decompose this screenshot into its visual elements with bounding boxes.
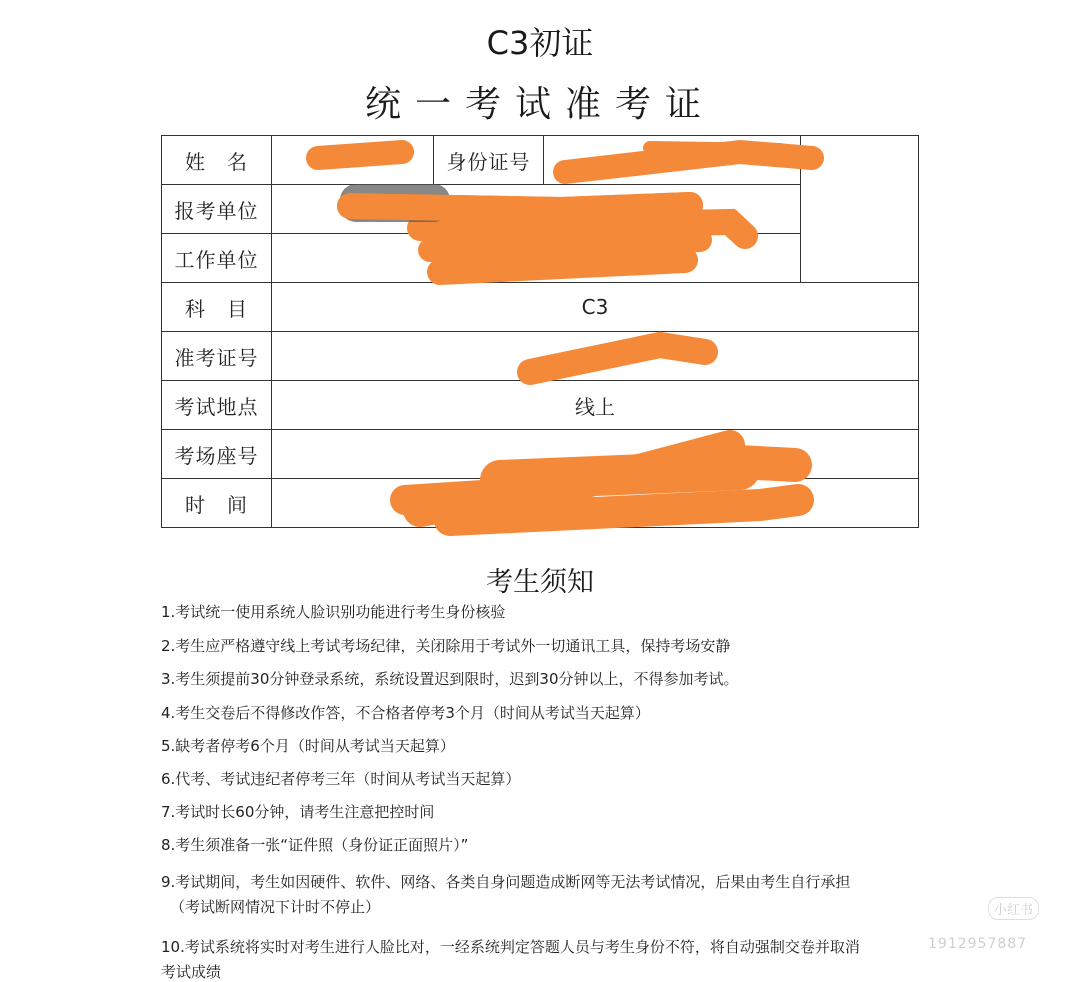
work-unit-label: 工作单位 — [162, 234, 272, 283]
watermark-logo: 小红书 — [988, 897, 1039, 920]
notice-rule: 7.考试时长60分钟，请考生注意把控时间 — [161, 803, 435, 821]
table-row — [162, 283, 919, 332]
notice-rule: 6.代考、考试违纪者停考三年（时间从考试当天起算） — [161, 770, 521, 788]
table-row — [162, 381, 919, 430]
ticket-number-label: 准考证号 — [162, 332, 272, 381]
admission-info-table — [161, 135, 919, 528]
ticket-number-value — [272, 332, 919, 381]
table-row — [162, 430, 919, 479]
notice-title: 考生须知 — [486, 567, 594, 598]
seat-number-value — [272, 430, 919, 479]
subject-value: C3 — [272, 283, 919, 332]
exam-location-value: 线上 — [272, 381, 919, 430]
subject-label: 科 目 — [162, 283, 272, 332]
name-label: 姓 名 — [162, 136, 272, 185]
id-number-label: 身份证号 — [434, 136, 544, 185]
id-number-value — [544, 136, 801, 185]
exam-org-label: 报考单位 — [162, 185, 272, 234]
table-row — [162, 479, 919, 528]
notice-rule-continuation: 考试成绩 — [161, 963, 222, 981]
notice-rule: 1.考试统一使用系统人脸识别功能进行考生身份核验 — [161, 603, 506, 621]
notice-rule-continuation: （考试断网情况下计时不停止） — [170, 898, 381, 916]
watermark-number: 1912957887 — [928, 936, 1028, 952]
photo-box — [801, 136, 919, 283]
exam-org-value — [272, 185, 801, 234]
notice-rule: 5.缺考者停考6个月（时间从考试当天起算） — [161, 737, 455, 755]
document-title: 统一考试准考证 — [364, 84, 715, 125]
name-value — [272, 136, 434, 185]
seat-number-label: 考场座号 — [162, 430, 272, 479]
table-row — [162, 136, 919, 185]
notice-rule: 2.考生应严格遵守线上考试考场纪律，关闭除用于考试外一切通讯工具，保持考场安静 — [161, 637, 731, 655]
exam-location-label: 考试地点 — [162, 381, 272, 430]
notice-rule: 8.考生须准备一张“证件照（身份证正面照片）” — [161, 836, 469, 854]
notice-rule: 9.考试期间，考生如因硬件、软件、网络、各类自身问题造成断网等无法考试情况，后果由考生自行承担 — [161, 873, 851, 891]
exam-time-value — [272, 479, 919, 528]
table-row — [162, 332, 919, 381]
notice-rule: 4.考生交卷后不得修改作答，不合格者停考3个月（时间从考试当天起算） — [161, 704, 650, 722]
exam-time-label: 时 间 — [162, 479, 272, 528]
work-unit-value — [272, 234, 801, 283]
notice-rule: 3.考生须提前30分钟登录系统，系统设置迟到限时，迟到30分钟以上，不得参加考试。 — [161, 670, 739, 688]
notice-rule: 10.考试系统将实时对考生进行人脸比对，一经系统判定答题人员与考生身份不符，将自动强制交卷并取消 — [161, 938, 860, 956]
document-subtitle: C3初证 — [486, 24, 594, 62]
